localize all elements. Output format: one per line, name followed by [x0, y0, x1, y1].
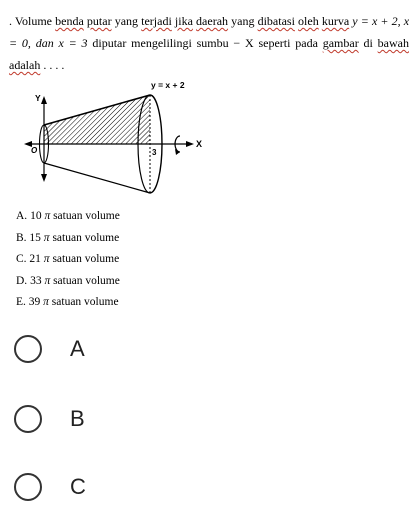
option-c [16, 249, 120, 271]
choice-a[interactable] [14, 331, 85, 367]
y-axis-arrow-down [41, 174, 47, 182]
option-letter: E. [16, 296, 26, 308]
option-unit: satuan volume [53, 210, 120, 222]
rotation-arrowhead [175, 149, 180, 155]
word-gambar: gambar [322, 36, 359, 50]
question-rest-1: diputar mengelilingi sumbu − X seperti pada [92, 36, 323, 50]
word-bawah: bawah [377, 36, 409, 50]
tick-label-3: 3 [152, 148, 157, 157]
word-daerah: daerah [196, 14, 229, 28]
question-tail: . . . . [40, 58, 65, 72]
question-rest-2: di [358, 36, 378, 50]
y-axis-arrow-up [41, 96, 47, 104]
question-text [9, 10, 409, 76]
option-letter: D. [16, 274, 28, 287]
answer-options [16, 206, 120, 314]
option-a [16, 206, 120, 228]
option-value: 39 [28, 296, 41, 308]
word-putar: putar [86, 14, 112, 28]
option-unit: satuan volume [51, 296, 119, 308]
radio-button-b[interactable] [14, 405, 42, 433]
origin-label: O [31, 146, 38, 155]
solid-of-revolution-figure [18, 78, 218, 196]
option-value: 10 [30, 210, 42, 222]
x-axis-arrow-right [186, 141, 194, 147]
option-value: 15 [29, 231, 41, 244]
x-axis-label: X [196, 139, 203, 149]
option-letter: B. [16, 231, 27, 244]
pi-symbol: π [44, 210, 51, 222]
pi-symbol: π [43, 296, 49, 308]
choice-b[interactable] [14, 401, 85, 437]
option-d [16, 271, 120, 293]
option-value: 21 [29, 253, 41, 265]
pi-symbol: π [43, 253, 50, 265]
radio-button-c[interactable] [14, 473, 42, 501]
shaded-region [44, 95, 150, 144]
option-value: 33 [30, 274, 42, 287]
option-letter: C. [16, 253, 27, 265]
choice-label-a[interactable]: A [70, 336, 85, 361]
word-yang-1: yang [111, 14, 142, 28]
choice-label-c[interactable]: C [70, 474, 86, 499]
word-oleh: oleh [298, 14, 319, 28]
word-kurva: kurva [321, 14, 350, 28]
figure-svg [18, 78, 218, 196]
y-axis-label: Y [35, 93, 41, 103]
question-lead: . Volume [9, 14, 56, 28]
pi-symbol: π [43, 231, 50, 244]
word-dibatasi: dibatasi [257, 14, 295, 28]
word-benda: benda [55, 14, 84, 28]
word-yang-2: yang [228, 14, 258, 28]
option-unit: satuan volume [52, 231, 120, 244]
pi-symbol: π [44, 274, 51, 287]
word-terjadi: terjadi [141, 14, 172, 28]
curve-label: y = x + 2 [151, 80, 185, 90]
option-b [16, 228, 120, 250]
option-unit: satuan volume [52, 253, 120, 265]
radio-button-a[interactable] [14, 335, 42, 363]
option-letter: A. [16, 210, 28, 222]
cone-lower-edge [44, 163, 150, 193]
option-e [16, 292, 120, 314]
word-adalah: adalah [9, 58, 41, 72]
question-math: y = x + 2, x = 0, dan x = 3 [9, 14, 410, 50]
option-unit: satuan volume [53, 274, 120, 287]
word-jika: jika [174, 14, 193, 28]
choice-label-b[interactable]: B [70, 406, 85, 431]
